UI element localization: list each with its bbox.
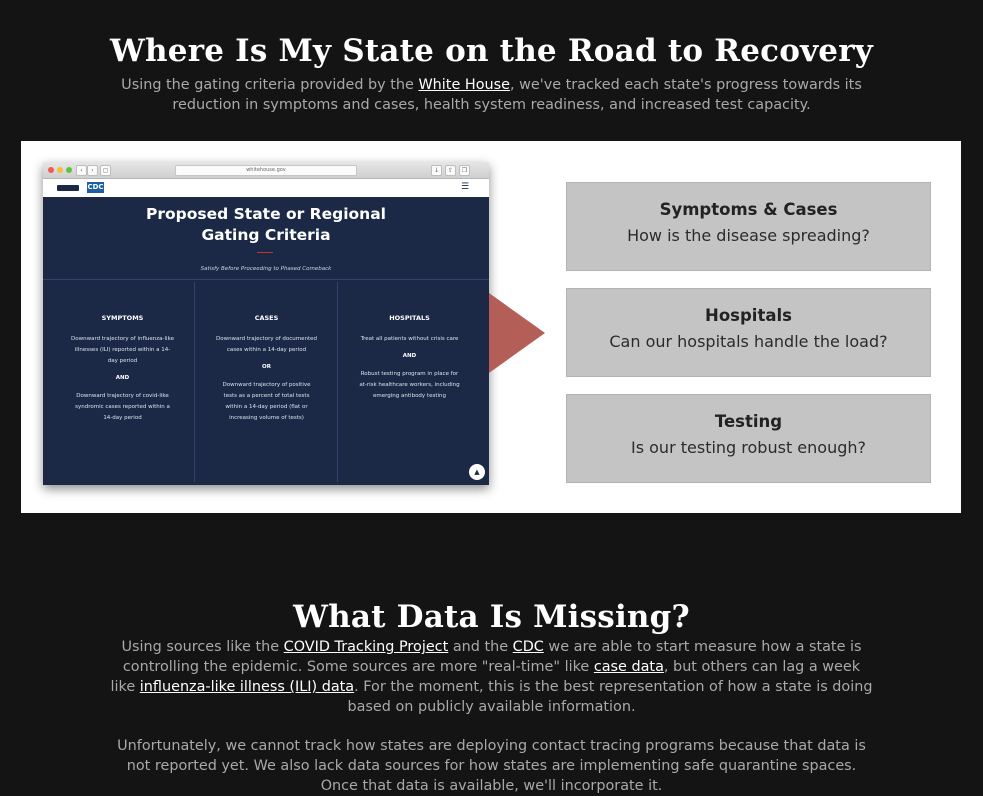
criteria-conjunction: OR <box>262 364 271 370</box>
section-title-missing-data: What Data Is Missing? <box>293 598 690 635</box>
browser-chrome <box>43 162 489 179</box>
card-question: Is our testing robust enough? <box>631 438 866 457</box>
white-house-link[interactable]: White House <box>418 77 510 94</box>
criteria-text: Downward trajectory of positive tests as a percent of total tests within a 14-day period (flat or increasing volume of tests) <box>222 382 311 421</box>
white-house-logo <box>57 185 79 191</box>
sidebar-icon: ▢ <box>100 165 111 176</box>
criteria-text: Downward trajectory of documented cases within a 14-day period <box>215 336 318 353</box>
card-testing <box>566 394 931 483</box>
back-icon: ‹ <box>76 165 87 176</box>
card-title: Testing <box>714 412 783 431</box>
zoom-dot-icon <box>66 167 72 173</box>
criteria-text: Treat all patients without crisis care <box>360 336 459 342</box>
missing-text-c: we are able to start measure how a state is controlling the epidemic. Some sources are more "real-time" like <box>122 639 862 676</box>
browser-heading-line2: Gating Criteria <box>201 226 331 244</box>
browser-screenshot <box>43 162 489 485</box>
missing-text-e: . For the moment, this is the best representation of how a state is doing based on publicly available information. <box>347 679 873 716</box>
intro-paragraph <box>110 75 873 115</box>
forward-icon: › <box>87 165 98 176</box>
criteria-text: Downward trajectory of covid-like syndromic cases reported within a 14-day period <box>75 393 170 421</box>
criteria-column-symptoms <box>51 282 194 482</box>
page-title: Where Is My State on the Road to Recovery <box>110 32 873 69</box>
gating-criteria-panel <box>21 141 961 513</box>
criteria-text: Downward trajectory of influenza-like illnesses (ILI) reported within a 14-day period <box>71 336 174 364</box>
criteria-conjunction: AND <box>402 353 417 359</box>
column-heading: CASES <box>254 314 279 322</box>
browser-heading-line1: Proposed State or Regional <box>146 205 386 223</box>
minimize-dot-icon <box>57 167 63 173</box>
missing-text-b: and the <box>448 639 513 656</box>
browser-subheading: Satisfy Before Proceeding to Phased Comeback <box>200 266 332 272</box>
intro-text-b: , we've tracked each state's progress towards its reduction in symptoms and cases, health system readiness, and increased test capacity. <box>172 77 862 114</box>
scroll-top-icon: ▲ <box>469 464 485 480</box>
intro-text-a: Using the gating criteria provided by the <box>121 77 419 94</box>
ili-data-link[interactable]: influenza-like illness (ILI) data <box>139 679 355 696</box>
card-hospitals <box>566 288 931 377</box>
right-arrow-icon <box>489 293 545 373</box>
card-question: Can our hospitals handle the load? <box>609 332 888 351</box>
card-title: Symptoms & Cases <box>659 200 838 219</box>
case-data-link[interactable]: case data <box>593 659 664 676</box>
download-icon: ↓ <box>431 165 442 176</box>
heading-divider <box>257 252 273 253</box>
missing-text-d: , but others can lag a week like <box>110 659 861 696</box>
contact-tracing-paragraph: Unfortunately, we cannot track how states are deploying contact tracing programs because that data is not reported yet. We also lack data sources for how states are implementing safe quarantine spaces. Once that data is available, we'll incorporate it. <box>117 738 866 795</box>
card-question: How is the disease spreading? <box>627 226 870 245</box>
criteria-text: Robust testing program in place for at-risk healthcare workers, including emerging antibody testing <box>359 371 460 399</box>
card-symptoms-cases <box>566 182 931 271</box>
column-divider <box>43 279 489 280</box>
column-heading: SYMPTOMS <box>101 314 144 322</box>
site-header <box>43 179 489 197</box>
criteria-column-cases <box>194 282 338 482</box>
cdc-logo: CDC <box>87 183 104 191</box>
url-bar <box>175 165 357 176</box>
missing-data-paragraph <box>110 637 873 717</box>
card-title: Hospitals <box>705 306 792 325</box>
browser-heading <box>43 204 489 246</box>
tabs-icon: ❐ <box>459 165 470 176</box>
criteria-column-hospitals <box>337 282 481 482</box>
cdc-link[interactable]: CDC <box>512 639 544 656</box>
missing-text-a: Using sources like the <box>121 639 284 656</box>
covid-tracking-link[interactable]: COVID Tracking Project <box>283 639 449 656</box>
close-dot-icon <box>48 167 54 173</box>
column-heading: HOSPITALS <box>389 314 430 322</box>
criteria-conjunction: AND <box>115 375 130 381</box>
menu-icon: ☰ <box>461 182 470 192</box>
share-icon: ⇧ <box>445 165 456 176</box>
url-text: whitehouse.gov <box>246 167 286 173</box>
